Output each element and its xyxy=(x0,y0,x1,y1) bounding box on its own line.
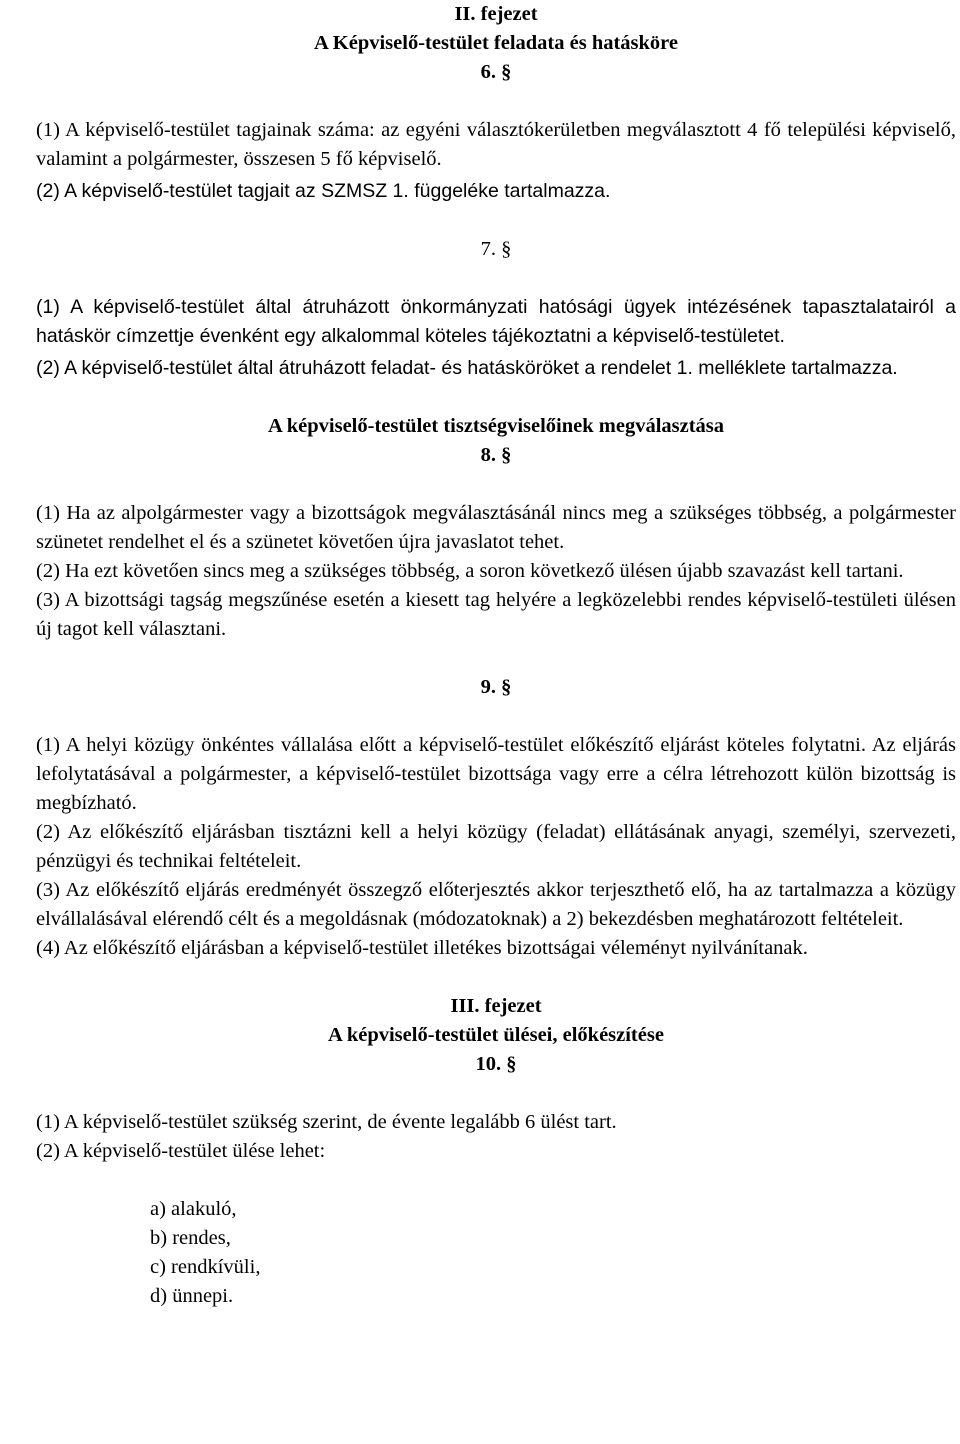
list-item: c) rendkívüli, xyxy=(150,1256,261,1278)
session-type-list xyxy=(36,1195,956,1311)
chapter-3-title: III. fejezet xyxy=(450,995,542,1017)
section-10-paragraph-1: (1) A képviselő-testület szükség szerint, de évente legalább 6 ülést tart. xyxy=(36,1111,617,1133)
section-9-paragraph-1: (1) A helyi közügy önkéntes vállalása előtt a képviselő-testület előkészítő eljárást köteles folytatni. Az eljárás lefolytatásával a polgármester, a képviselő-testület bizottsága vagy erre a célra létrehozott külön bizottság is megbízható. xyxy=(36,734,956,814)
section-9-number: 9. § xyxy=(480,676,512,698)
section-7-paragraph-1: (1) A képviselő-testület által átruházott önkormányzati hatósági ügyek intézésének tapasztalatairól a hatáskör címzettje évenként egy alkalommal köteles tájékoztatni a képviselő-testületet. xyxy=(36,296,956,347)
section-10-paragraph-2: (2) A képviselő-testület ülése lehet: xyxy=(36,1140,326,1162)
list-item: b) rendes, xyxy=(150,1227,231,1249)
section-8-number: 8. § xyxy=(480,444,512,466)
section-8-heading: A képviselő-testület tisztségviselőinek megválasztása xyxy=(267,415,725,437)
section-6-number: 6. § xyxy=(480,61,512,83)
section-10-number: 10. § xyxy=(475,1053,517,1075)
section-9-paragraph-4: (4) Az előkészítő eljárásban a képviselő-testület illetékes bizottságai véleményt nyilvánítanak. xyxy=(36,937,808,959)
section-8-paragraph-1: (1) Ha az alpolgármester vagy a bizottságok megválasztásánál nincs meg a szükséges többség, a polgármester szünetet rendelhet el és a szünetet követően újra javaslatot tehet. xyxy=(36,502,956,553)
list-item: a) alakuló, xyxy=(150,1198,237,1220)
section-8-paragraph-3: (3) A bizottsági tagság megszűnése esetén a kiesett tag helyére a legközelebbi rendes képviselő-testületi ülésen új tagot kell választani. xyxy=(36,589,956,640)
chapter-2-subtitle: A Képviselő-testület feladata és hatásköre xyxy=(313,32,679,54)
section-9-paragraph-2: (2) Az előkészítő eljárásban tisztázni kell a helyi közügy (feladat) ellátásának anyagi, személyi, szervezeti, pénzügyi és technikai feltételeit. xyxy=(36,821,956,872)
section-8-paragraph-2: (2) Ha ezt követően sincs meg a szükséges többség, a soron következő ülésen újabb szavazást kell tartani. xyxy=(36,560,904,582)
section-7-number: 7. § xyxy=(480,238,512,260)
chapter-3-subtitle: A képviselő-testület ülései, előkészítése xyxy=(328,1024,664,1046)
list-item: d) ünnepi. xyxy=(150,1285,234,1307)
section-9-paragraph-3: (3) Az előkészítő eljárás eredményét összegző előterjesztés akkor terjeszthető elő, ha az tartalmazza a közügy elvállalásával elérendő célt és a megoldásnak (módozatoknak) a 2) bekezdésben meghatározott feltételeit. xyxy=(36,879,956,930)
section-7-paragraph-2: (2) A képviselő-testület által átruházott feladat- és hatásköröket a rendelet 1. melléklete tartalmazza. xyxy=(36,357,898,379)
section-6-paragraph-2: (2) A képviselő-testület tagjait az SZMSZ 1. függeléke tartalmazza. xyxy=(36,180,611,202)
chapter-2-title: II. fejezet xyxy=(454,3,538,25)
section-6-paragraph-1: (1) A képviselő-testület tagjainak száma: az egyéni választókerületben megválasztott 4 fő települési képviselő, valamint a polgármester, összesen 5 fő képviselő. xyxy=(36,119,956,170)
